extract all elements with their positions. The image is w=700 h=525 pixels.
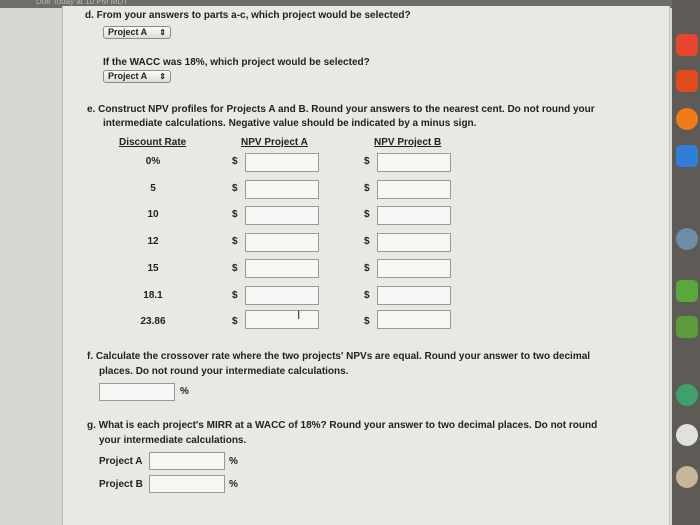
npv-b-input-4[interactable] (377, 259, 451, 278)
due-text: Due Today at 10 PM MDT (36, 0, 128, 6)
npv-a-input-0[interactable] (245, 153, 319, 172)
npv-a-input-2[interactable] (245, 206, 319, 225)
header-discount-rate: Discount Rate (119, 137, 187, 148)
mirr-b-input[interactable] (149, 475, 225, 493)
stepper-icon: ⇕ (159, 28, 166, 37)
dollar-a-2: $ (232, 209, 238, 220)
rate-row-4: 15 (147, 263, 159, 274)
rate-row-5: 18.1 (143, 290, 163, 301)
npv-b-input-3[interactable] (377, 233, 451, 252)
text-cursor-icon: I (297, 308, 301, 322)
mirr-label-a: Project A (99, 456, 143, 467)
dollar-b-0: $ (364, 156, 370, 167)
q-e-line1: e. Construct NPV profiles for Projects A and B. Round your answers to the nearest cent. Do not round your (87, 104, 595, 115)
npv-a-input-6[interactable] (245, 310, 319, 329)
select-value: Project A (108, 27, 148, 37)
dollar-b-3: $ (364, 236, 370, 247)
dollar-a-3: $ (232, 236, 238, 247)
npv-b-input-2[interactable] (377, 206, 451, 225)
airdrop-icon[interactable] (676, 228, 698, 250)
rate-row-1: 5 (150, 183, 156, 194)
dollar-a-0: $ (232, 156, 238, 167)
select-value: Project A (108, 71, 148, 81)
rate-row-0: 0% (145, 156, 161, 167)
q-d-text: d. From your answers to parts a-c, which project would be selected? (85, 10, 411, 21)
mirr-label-b: Project B (99, 479, 143, 490)
rate-row-3: 12 (147, 236, 159, 247)
notes-icon[interactable] (676, 466, 698, 488)
dollar-b-4: $ (364, 263, 370, 274)
rate-row-2: 10 (147, 209, 159, 220)
project-select-wacc[interactable] (103, 70, 171, 83)
npv-a-input-5[interactable] (245, 286, 319, 305)
podcast-icon[interactable] (676, 34, 698, 56)
rate-row-6: 23.86 (140, 316, 166, 327)
stepper-icon: ⇕ (159, 72, 166, 81)
dollar-b-5: $ (364, 290, 370, 301)
money-icon[interactable] (676, 316, 698, 338)
dollar-b-6: $ (364, 316, 370, 327)
dollar-a-4: $ (232, 263, 238, 274)
npv-b-input-5[interactable] (377, 286, 451, 305)
maps-icon[interactable] (676, 280, 698, 302)
office-icon[interactable] (676, 70, 698, 92)
help-icon[interactable] (676, 384, 698, 406)
npv-b-input-1[interactable] (377, 180, 451, 199)
crossover-rate-input[interactable] (99, 383, 175, 401)
photo-icon[interactable] (676, 424, 698, 446)
q-d2-text: If the WACC was 18%, which project would be selected? (103, 57, 370, 68)
npv-a-input-3[interactable] (245, 233, 319, 252)
npv-a-input-4[interactable] (245, 259, 319, 278)
project-select-d[interactable] (103, 26, 171, 39)
mirr-a-input[interactable] (149, 452, 225, 470)
q-f-line1: f. Calculate the crossover rate where the two projects' NPVs are equal. Round your answer to two decimal (87, 351, 591, 362)
npv-b-input-0[interactable] (377, 153, 451, 172)
dollar-a-5: $ (232, 290, 238, 301)
mirr-b-percent: % (229, 479, 238, 490)
dock (672, 0, 700, 525)
q-g-line1: g. What is each project's MIRR at a WACC of 18%? Round your answer to two decimal places. Do not round (87, 420, 598, 431)
dollar-a-6: $ (232, 316, 238, 327)
q-g-line2: your intermediate calculations. (99, 435, 247, 446)
npv-a-input-1[interactable] (245, 180, 319, 199)
npv-b-input-6[interactable] (377, 310, 451, 329)
ibooks-icon[interactable] (676, 108, 698, 130)
header-npv-b: NPV Project B (374, 137, 442, 148)
crossover-percent: % (180, 386, 189, 397)
launchpad-icon[interactable] (676, 145, 698, 167)
dollar-b-2: $ (364, 209, 370, 220)
q-f-line2: places. Do not round your intermediate calculations. (99, 366, 349, 377)
q-e-line2: intermediate calculations. Negative value should be indicated by a minus sign. (103, 118, 477, 129)
header-npv-a: NPV Project A (241, 137, 308, 148)
dollar-a-1: $ (232, 183, 238, 194)
mirr-a-percent: % (229, 456, 238, 467)
dollar-b-1: $ (364, 183, 370, 194)
